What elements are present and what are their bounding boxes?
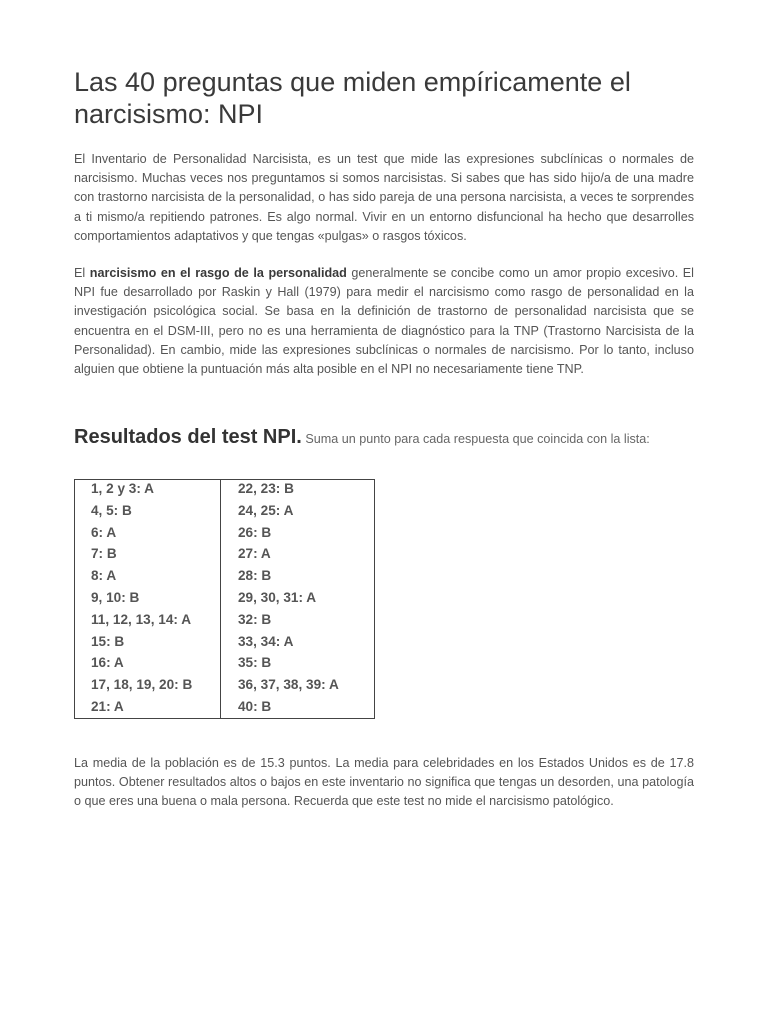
answer-key-item: 33, 34: A bbox=[238, 633, 294, 649]
answer-key-item: 29, 30, 31: A bbox=[238, 589, 317, 605]
trait-paragraph bbox=[74, 264, 694, 379]
answer-key-item: 4, 5: B bbox=[91, 502, 132, 518]
results-title: Resultados del test NPI. bbox=[74, 426, 302, 448]
answer-key-item: 36, 37, 38, 39: A bbox=[238, 677, 339, 693]
answer-key-item: 6: A bbox=[91, 524, 117, 540]
answer-key-column-right bbox=[221, 480, 374, 718]
answer-key-item: 16: A bbox=[91, 655, 124, 671]
intro-paragraph: El Inventario de Personalidad Narcisista, es un test que mide las expresiones subclínicas o normales de narcisismo. Muchas veces nos preguntamos si somos narcisistas. Si sabes que has sido hijo/a de una madre con trastorno narcisista de la personalidad, o has sido pareja de una persona narcisista, a veces te sorprendes a ti mismo/a repitiendo patrones. Es algo normal. Vivir en un entorno disfuncional ha hecho que desarrolles comportamientos adaptativos y que tengas «pulgas» o rasgos tóxicos. bbox=[74, 152, 694, 243]
answer-key-item: 11, 12, 13, 14: A bbox=[91, 611, 192, 627]
answer-key-item: 9, 10: B bbox=[91, 589, 140, 605]
answer-key-item: 21: A bbox=[91, 698, 124, 714]
answer-key-item: 40: B bbox=[238, 698, 272, 714]
answer-key-item: 22, 23: B bbox=[238, 481, 294, 496]
page-title: Las 40 preguntas que miden empíricamente el narcisismo: NPI bbox=[74, 67, 631, 129]
conclusion-paragraph: La media de la población es de 15.3 puntos. La media para celebridades en los Estados Unidos es de 17.8 puntos. Obtener resultados altos o bajos en este inventario no significa que tengas un desorden, una patología o que eres una buena o mala persona. Recuerda que este test no mide el narcisismo patológico. bbox=[74, 756, 694, 809]
answer-key-column-left bbox=[75, 480, 221, 718]
answer-key-item: 15: B bbox=[91, 633, 125, 649]
answer-key-item: 1, 2 y 3: A bbox=[91, 481, 154, 496]
trait-paragraph-bold: narcisismo en el rasgo de la personalidad bbox=[89, 266, 347, 280]
answer-key-table bbox=[74, 479, 375, 719]
trait-paragraph-text: generalmente se concibe como un amor propio excesivo. El NPI fue desarrollado por Raskin y Hall (1979) para medir el narcisismo como rasgo de personalidad en la investigación psicológica social. Se basa en la definición de trastorno de personalidad narcisista que se encuentra en el DSM-III, pero no es una herramienta de diagnóstico para la TNP (Trastorno Narcisista de la Personalidad). En cambio, mide las expresiones subclínicas o normales de narcisismo. Por lo tanto, incluso alguien que obtiene la puntuación más alta posible en el NPI no necesariamente tiene TNP. bbox=[74, 266, 694, 377]
answer-key-item: 32: B bbox=[238, 611, 272, 627]
answer-key-item: 17, 18, 19, 20: B bbox=[91, 677, 193, 693]
answer-key-item: 26: B bbox=[238, 524, 272, 540]
answer-key-item: 24, 25: A bbox=[238, 502, 294, 518]
answer-key-item: 8: A bbox=[91, 568, 117, 584]
answer-key-item: 35: B bbox=[238, 655, 272, 671]
answer-key-item: 27: A bbox=[238, 546, 271, 562]
answer-key-item: 7: B bbox=[91, 546, 117, 562]
trait-paragraph-prefix: El bbox=[74, 266, 90, 280]
results-subtitle: Suma un punto para cada respuesta que coincida con la lista: bbox=[301, 432, 650, 446]
answer-key-item: 28: B bbox=[238, 568, 272, 584]
results-heading bbox=[74, 426, 714, 449]
